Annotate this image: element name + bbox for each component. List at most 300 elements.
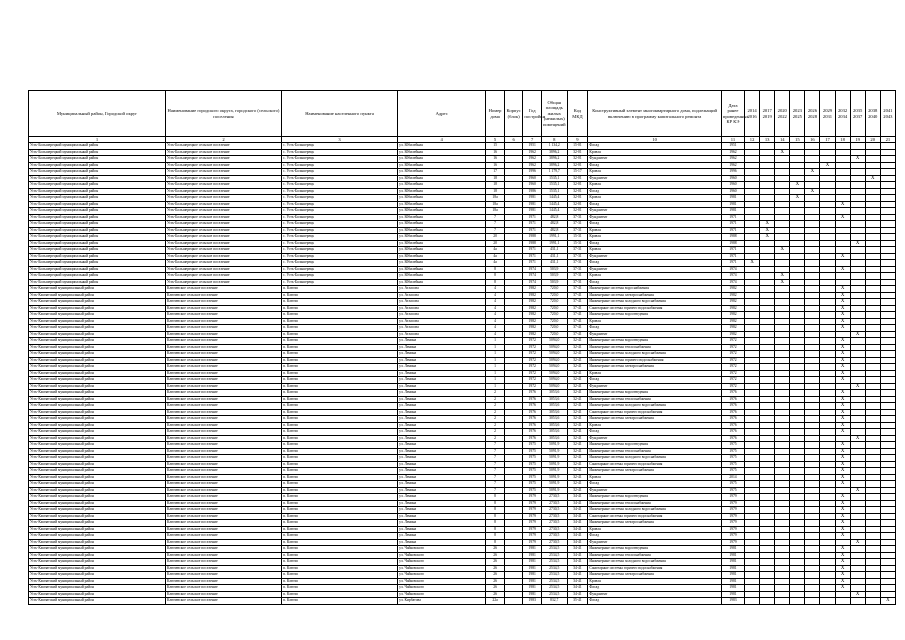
locality-cell: п. Ключи — [282, 546, 398, 553]
element-cell: Инженерные системы теплоснабжения — [588, 396, 721, 403]
period-cell: X — [835, 253, 850, 260]
year-built-cell: 1979 — [523, 500, 542, 507]
district-cell: Усть-Камчатский муниципальный район — [29, 442, 166, 449]
locality-cell: п. Ключи — [282, 299, 398, 306]
area-cell: 1535,1 — [541, 175, 567, 182]
area-cell: 720,0 — [541, 318, 567, 325]
last-repair-date-cell: 1981 — [721, 201, 744, 208]
district-cell: Усть-Большерецкий муниципальный район — [29, 234, 166, 241]
district-cell: Усть-Камчатский муниципальный район — [29, 572, 166, 579]
address-cell: ул. Ленина — [398, 539, 486, 546]
period-cell: X — [835, 201, 850, 208]
district-cell: Усть-Камчатский муниципальный район — [29, 299, 166, 306]
period-cell: X — [835, 578, 850, 585]
period-cell: X — [835, 507, 850, 514]
header-cell: 2032 2034 — [835, 91, 850, 137]
settlement-cell: Ключевское сельское поселение — [165, 513, 281, 520]
district-cell: Усть-Камчатский муниципальный район — [29, 312, 166, 319]
last-repair-date-cell: 1962 — [721, 156, 744, 163]
element-cell: Инженерные системы холодного водоснабжения — [588, 403, 721, 410]
period-cell: X — [835, 357, 850, 364]
block-cell — [504, 598, 523, 605]
house-number-cell: 1 — [486, 338, 505, 345]
district-cell: Усть-Большерецкий муниципальный район — [29, 279, 166, 286]
period-cell — [835, 598, 850, 605]
period-cell: X — [835, 468, 850, 475]
element-cell: Инженерные системы водоотведения — [588, 546, 721, 553]
settlement-cell: Ключевское сельское поселение — [165, 338, 281, 345]
element-cell: Фасад — [588, 585, 721, 592]
address-cell: ул. Ленина — [398, 396, 486, 403]
year-built-cell: 1962 — [523, 149, 542, 156]
house-number-cell: 18а — [486, 195, 505, 202]
last-repair-date-cell: 1976 — [721, 435, 744, 442]
area-cell: 720,0 — [541, 305, 567, 312]
locality-cell: п. Ключи — [282, 526, 398, 533]
last-repair-date-cell: 1960 — [721, 175, 744, 182]
district-cell: Усть-Большерецкий муниципальный район — [29, 266, 166, 273]
house-number-cell: 4 — [486, 318, 505, 325]
element-cell: Фундамент — [588, 487, 721, 494]
district-cell: Усть-Камчатский муниципальный район — [29, 435, 166, 442]
settlement-cell: Ключевское сельское поселение — [165, 559, 281, 566]
district-cell: Усть-Камчатский муниципальный район — [29, 487, 166, 494]
locality-cell: с. Усть-Большерецк — [282, 208, 398, 215]
settlement-cell: Ключевское сельское поселение — [165, 585, 281, 592]
mkd-code-cell: 32-41 — [567, 383, 588, 390]
locality-cell: п. Ключи — [282, 474, 398, 481]
area-cell: 720,0 — [541, 325, 567, 332]
header-cell: 2026 2028 — [805, 91, 820, 137]
period-cell: X — [775, 273, 790, 280]
district-cell: Усть-Камчатский муниципальный район — [29, 533, 166, 540]
last-repair-date-cell: 1972 — [721, 377, 744, 384]
last-repair-date-cell: 1981 — [721, 559, 744, 566]
last-repair-date-cell: 1976 — [721, 429, 744, 436]
district-cell: Усть-Большерецкий муниципальный район — [29, 240, 166, 247]
settlement-cell: Ключевское сельское поселение — [165, 364, 281, 371]
period-cell: X — [835, 286, 850, 293]
area-cell: 5091,9 — [541, 468, 567, 475]
locality-cell: с. Усть-Большерецк — [282, 175, 398, 182]
header-cell: Дата ранее проведенных КР КЭ — [721, 91, 744, 137]
address-cell: ул. Юбилейная — [398, 279, 486, 286]
header-cell: Корпус (блок) — [504, 91, 523, 137]
last-repair-date-cell: 1996 — [721, 169, 744, 176]
last-repair-date-cell: 1971 — [721, 227, 744, 234]
mkd-code-cell: 37-41 — [567, 325, 588, 332]
house-number-cell: 2 — [486, 416, 505, 423]
mkd-code-cell: 34-41 — [567, 565, 588, 572]
settlement-cell: Ключевское сельское поселение — [165, 383, 281, 390]
year-built-cell: 1972 — [523, 338, 542, 345]
locality-cell: с. Усть-Большерецк — [282, 162, 398, 169]
district-cell: Усть-Большерецкий муниципальный район — [29, 169, 166, 176]
address-cell: ул. Ленина — [398, 344, 486, 351]
last-repair-date-cell: 1988 — [721, 240, 744, 247]
locality-cell: п. Ключи — [282, 559, 398, 566]
settlement-cell: Ключевское сельское поселение — [165, 500, 281, 507]
house-number-cell: 18а — [486, 208, 505, 215]
mkd-code-cell: 37-41 — [567, 292, 588, 299]
period-cell: X — [835, 526, 850, 533]
header-cell: Муниципальный район, Городской округ — [29, 91, 166, 137]
settlement-cell: Усть-Большерецкое сельское поселение — [165, 214, 281, 221]
capital-repair-table — [28, 90, 896, 605]
mkd-code-cell: 32-01 — [567, 162, 588, 169]
element-cell: Кровля — [588, 227, 721, 234]
mkd-code-cell: 32-41 — [567, 409, 588, 416]
mkd-code-cell: 34-41 — [567, 578, 588, 585]
period-cell: X — [835, 364, 850, 371]
house-number-cell: 18 — [486, 188, 505, 195]
area-cell: 3053,6 — [541, 416, 567, 423]
address-cell: ул. Ленина — [398, 507, 486, 514]
address-cell: ул. Чайковского — [398, 578, 486, 585]
area-cell: 5094,0 — [541, 338, 567, 345]
district-cell: Усть-Камчатский муниципальный район — [29, 396, 166, 403]
area-cell: 720,0 — [541, 331, 567, 338]
year-built-cell: 1972 — [523, 344, 542, 351]
address-cell: ул. Ленина — [398, 351, 486, 358]
area-cell: 2534,5 — [541, 546, 567, 553]
district-cell: Усть-Большерецкий муниципальный район — [29, 201, 166, 208]
year-built-cell: 1982 — [523, 286, 542, 293]
mkd-code-cell: 37-31 — [567, 266, 588, 273]
element-cell: Санитарные системы горячего водоснабжения — [588, 461, 721, 468]
locality-cell: п. Ключи — [282, 403, 398, 410]
last-repair-date-cell: 1979 — [721, 526, 744, 533]
address-cell: ул. Ленина — [398, 364, 486, 371]
last-repair-date-cell: 1979 — [721, 507, 744, 514]
address-cell: ул. Ленина — [398, 357, 486, 364]
locality-cell: с. Усть-Большерецк — [282, 195, 398, 202]
year-built-cell: 1982 — [523, 312, 542, 319]
district-cell: Усть-Камчатский муниципальный район — [29, 331, 166, 338]
mkd-code-cell: 32-41 — [567, 487, 588, 494]
house-number-cell: 7 — [486, 214, 505, 221]
mkd-code-cell: 32-41 — [567, 435, 588, 442]
settlement-cell: Ключевское сельское поселение — [165, 429, 281, 436]
settlement-cell: Ключевское сельское поселение — [165, 442, 281, 449]
last-repair-date-cell: 1976 — [721, 390, 744, 397]
locality-cell: п. Ключи — [282, 325, 398, 332]
district-cell: Усть-Камчатский муниципальный район — [29, 416, 166, 423]
element-cell: Инженерные системы электроснабжения — [588, 292, 721, 299]
year-built-cell: 1972 — [523, 351, 542, 358]
year-built-cell: 1974 — [523, 279, 542, 286]
period-cell: X — [850, 591, 865, 598]
year-built-cell: 1976 — [523, 396, 542, 403]
period-cell: X — [805, 188, 820, 195]
district-cell: Усть-Камчатский муниципальный район — [29, 338, 166, 345]
mkd-code-cell: 34-41 — [567, 572, 588, 579]
area-cell: 2534,5 — [541, 565, 567, 572]
locality-cell: п. Ключи — [282, 318, 398, 325]
mkd-code-cell: 37-41 — [567, 299, 588, 306]
period-cell — [865, 598, 880, 605]
element-cell: Фасад — [588, 143, 721, 150]
period-cell: X — [835, 481, 850, 488]
mkd-code-cell: 37-31 — [567, 247, 588, 254]
address-cell: ул. Юбилейная — [398, 240, 486, 247]
locality-cell: п. Ключи — [282, 500, 398, 507]
mkd-code-cell: 32-41 — [567, 351, 588, 358]
element-cell: Инженерные системы электроснабжения — [588, 468, 721, 475]
address-cell: ул. Ленина — [398, 526, 486, 533]
locality-cell: п. Ключи — [282, 351, 398, 358]
house-number-cell: 2 — [486, 390, 505, 397]
locality-cell: с. Усть-Большерецк — [282, 227, 398, 234]
district-cell: Усть-Камчатский муниципальный район — [29, 448, 166, 455]
period-cell: X — [805, 169, 820, 176]
district-cell: Усть-Камчатский муниципальный район — [29, 422, 166, 429]
year-built-cell: 1982 — [523, 305, 542, 312]
district-cell: Усть-Камчатский муниципальный район — [29, 455, 166, 462]
year-built-cell: 1976 — [523, 422, 542, 429]
locality-cell: п. Ключи — [282, 377, 398, 384]
column-number: 8 — [541, 137, 567, 143]
element-cell: Фасад — [588, 201, 721, 208]
period-cell: X — [835, 396, 850, 403]
element-cell: Кровля — [588, 195, 721, 202]
header-cell: Общая площадь жилых (нежилых) помещений — [541, 91, 567, 137]
element-cell: Инженерные системы водоотведения — [588, 390, 721, 397]
period-cell: X — [835, 305, 850, 312]
area-cell: 5091,9 — [541, 455, 567, 462]
settlement-cell: Ключевское сельское поселение — [165, 494, 281, 501]
locality-cell: п. Ключи — [282, 578, 398, 585]
year-built-cell: 1981 — [523, 578, 542, 585]
settlement-cell: Ключевское сельское поселение — [165, 520, 281, 527]
period-cell: X — [745, 260, 760, 267]
locality-cell: п. Ключи — [282, 383, 398, 390]
mkd-code-cell: 32-01 — [567, 156, 588, 163]
last-repair-date-cell: 1981 — [721, 195, 744, 202]
settlement-cell: Ключевское сельское поселение — [165, 299, 281, 306]
house-number-cell: 7 — [486, 455, 505, 462]
year-built-cell: 1976 — [523, 390, 542, 397]
year-built-cell: 1971 — [523, 227, 542, 234]
house-number-cell: 8 — [486, 266, 505, 273]
house-number-cell: 2 — [486, 429, 505, 436]
district-cell: Усть-Камчатский муниципальный район — [29, 351, 166, 358]
mkd-code-cell: 34-41 — [567, 526, 588, 533]
address-cell: ул. Атласова — [398, 312, 486, 319]
area-cell: 5094,0 — [541, 377, 567, 384]
period-cell: X — [850, 383, 865, 390]
settlement-cell: Ключевское сельское поселение — [165, 448, 281, 455]
house-number-cell: 4а — [486, 260, 505, 267]
district-cell: Усть-Камчатский муниципальный район — [29, 500, 166, 507]
year-built-cell: 1982 — [523, 292, 542, 299]
mkd-code-cell: 32-41 — [567, 403, 588, 410]
area-cell: 3053,6 — [541, 409, 567, 416]
area-cell: 720,0 — [541, 286, 567, 293]
element-cell: Кровля — [588, 182, 721, 189]
locality-cell: с. Усть-Большерецк — [282, 240, 398, 247]
address-cell: ул. Юбилейная — [398, 149, 486, 156]
locality-cell: п. Ключи — [282, 344, 398, 351]
house-number-cell: 1 — [486, 370, 505, 377]
locality-cell: п. Ключи — [282, 422, 398, 429]
last-repair-date-cell: 1981 — [721, 591, 744, 598]
element-cell: Фасад — [588, 188, 721, 195]
house-number-cell: 4 — [486, 312, 505, 319]
year-built-cell: 1979 — [523, 513, 542, 520]
house-number-cell: 8 — [486, 526, 505, 533]
element-cell: Фасад — [588, 481, 721, 488]
header-cell: 2023 2025 — [790, 91, 805, 137]
mkd-code-cell: 32-41 — [567, 357, 588, 364]
house-number-cell: 4 — [486, 331, 505, 338]
house-number-cell: 7 — [486, 474, 505, 481]
period-cell: X — [835, 559, 850, 566]
settlement-cell: Ключевское сельское поселение — [165, 351, 281, 358]
settlement-cell: Ключевское сельское поселение — [165, 546, 281, 553]
house-number-cell: 26 — [486, 591, 505, 598]
mkd-code-cell: 37-31 — [567, 227, 588, 234]
year-built-cell: 1981 — [523, 208, 542, 215]
address-cell: ул. Юбилейная — [398, 273, 486, 280]
mkd-code-cell: 37-41 — [567, 318, 588, 325]
area-cell: 2730,5 — [541, 513, 567, 520]
period-cell: X — [835, 409, 850, 416]
locality-cell: с. Усть-Большерецк — [282, 266, 398, 273]
address-cell: ул. Юбилейная — [398, 227, 486, 234]
period-cell: X — [850, 331, 865, 338]
house-number-cell: 8 — [486, 494, 505, 501]
header-cell: 2014 2016 — [745, 91, 760, 137]
element-cell: Фасад — [588, 279, 721, 286]
last-repair-date-cell: 1975 — [721, 461, 744, 468]
settlement-cell: Ключевское сельское поселение — [165, 305, 281, 312]
mkd-code-cell: 32-41 — [567, 364, 588, 371]
area-cell: 3053,6 — [541, 396, 567, 403]
area-cell: 5094,0 — [541, 370, 567, 377]
last-repair-date-cell: 1976 — [721, 409, 744, 416]
address-cell: ул. Ленина — [398, 390, 486, 397]
element-cell: Инженерные системы водоснабжения — [588, 286, 721, 293]
area-cell: 5091,9 — [541, 461, 567, 468]
last-repair-date-cell: 1979 — [721, 513, 744, 520]
period-cell: X — [835, 370, 850, 377]
period-cell: X — [835, 455, 850, 462]
settlement-cell: Ключевское сельское поселение — [165, 526, 281, 533]
period-cell: X — [790, 182, 805, 189]
address-cell: ул. Ленина — [398, 487, 486, 494]
settlement-cell: Ключевское сельское поселение — [165, 292, 281, 299]
area-cell: 5094,0 — [541, 344, 567, 351]
house-number-cell: 1 — [486, 351, 505, 358]
district-cell: Усть-Большерецкий муниципальный район — [29, 273, 166, 280]
last-repair-date-cell: 1979 — [721, 539, 744, 546]
settlement-cell: Усть-Большерецкое сельское поселение — [165, 143, 281, 150]
house-number-cell: 26 — [486, 552, 505, 559]
area-cell: 3053,6 — [541, 403, 567, 410]
locality-cell: п. Ключи — [282, 552, 398, 559]
district-cell: Усть-Камчатский муниципальный район — [29, 409, 166, 416]
mkd-code-cell: 34-41 — [567, 559, 588, 566]
period-cell: X — [835, 474, 850, 481]
locality-cell: п. Ключи — [282, 565, 398, 572]
last-repair-date-cell: 1981 — [721, 585, 744, 592]
year-built-cell: 1982 — [523, 299, 542, 306]
settlement-cell: Усть-Большерецкое сельское поселение — [165, 182, 281, 189]
element-cell: Санитарные системы горячего водоснабжения — [588, 409, 721, 416]
area-cell: 5094,0 — [541, 357, 567, 364]
year-built-cell: 1981 — [523, 585, 542, 592]
element-cell: Кровля — [588, 422, 721, 429]
address-cell: ул. Юбилейная — [398, 234, 486, 241]
last-repair-date-cell: 1981 — [721, 546, 744, 553]
house-number-cell: 4 — [486, 286, 505, 293]
year-built-cell: 1982 — [523, 331, 542, 338]
locality-cell: с. Усть-Большерецк — [282, 234, 398, 241]
locality-cell: с. Усть-Большерецк — [282, 273, 398, 280]
year-built-cell: 1971 — [523, 253, 542, 260]
district-cell: Усть-Камчатский муниципальный район — [29, 585, 166, 592]
house-number-cell: 26 — [486, 565, 505, 572]
mkd-code-cell: 32-41 — [567, 481, 588, 488]
settlement-cell: Ключевское сельское поселение — [165, 455, 281, 462]
mkd-code-cell: 32-41 — [567, 377, 588, 384]
house-number-cell: 1 — [486, 383, 505, 390]
last-repair-date-cell: 1981 — [721, 552, 744, 559]
element-cell: Инженерные системы электроснабжения — [588, 520, 721, 527]
year-built-cell: 1974 — [523, 266, 542, 273]
house-number-cell: 4 — [486, 305, 505, 312]
district-cell: Усть-Большерецкий муниципальный район — [29, 188, 166, 195]
period-cell: X — [775, 279, 790, 286]
address-cell: ул. Кирбатова — [398, 598, 486, 605]
settlement-cell: Ключевское сельское поселение — [165, 552, 281, 559]
element-cell: Кровля — [588, 526, 721, 533]
year-built-cell: 1975 — [523, 481, 542, 488]
area-cell: 5091,9 — [541, 448, 567, 455]
year-built-cell: 1988 — [523, 234, 542, 241]
element-cell: Фундамент — [588, 435, 721, 442]
house-number-cell: 26 — [486, 572, 505, 579]
year-built-cell: 1979 — [523, 526, 542, 533]
year-built-cell: 1976 — [523, 403, 542, 410]
year-built-cell: 1971 — [523, 247, 542, 254]
header-cell: Код МКД — [567, 91, 588, 137]
house-number-cell: 2 — [486, 422, 505, 429]
address-cell: ул. Юбилейная — [398, 221, 486, 228]
mkd-code-cell: 37-31 — [567, 253, 588, 260]
column-number: 5 — [486, 137, 505, 143]
element-cell: Фундамент — [588, 539, 721, 546]
last-repair-date-cell: 1979 — [721, 500, 744, 507]
area-cell: 3053,6 — [541, 390, 567, 397]
settlement-cell: Ключевское сельское поселение — [165, 312, 281, 319]
element-cell: Фундамент — [588, 331, 721, 338]
element-cell: Кровля — [588, 474, 721, 481]
last-repair-date-cell: 1982 — [721, 331, 744, 338]
settlement-cell: Усть-Большерецкое сельское поселение — [165, 175, 281, 182]
district-cell: Усть-Камчатский муниципальный район — [29, 513, 166, 520]
locality-cell: п. Ключи — [282, 416, 398, 423]
element-cell: Инженерные системы холодного водоснабжения — [588, 299, 721, 306]
address-cell: ул. Ленина — [398, 338, 486, 345]
locality-cell: п. Ключи — [282, 585, 398, 592]
year-built-cell: 1975 — [523, 487, 542, 494]
period-cell: X — [835, 461, 850, 468]
mkd-code-cell: 32-01 — [567, 201, 588, 208]
period-cell: X — [835, 416, 850, 423]
area-cell: 2730,5 — [541, 507, 567, 514]
